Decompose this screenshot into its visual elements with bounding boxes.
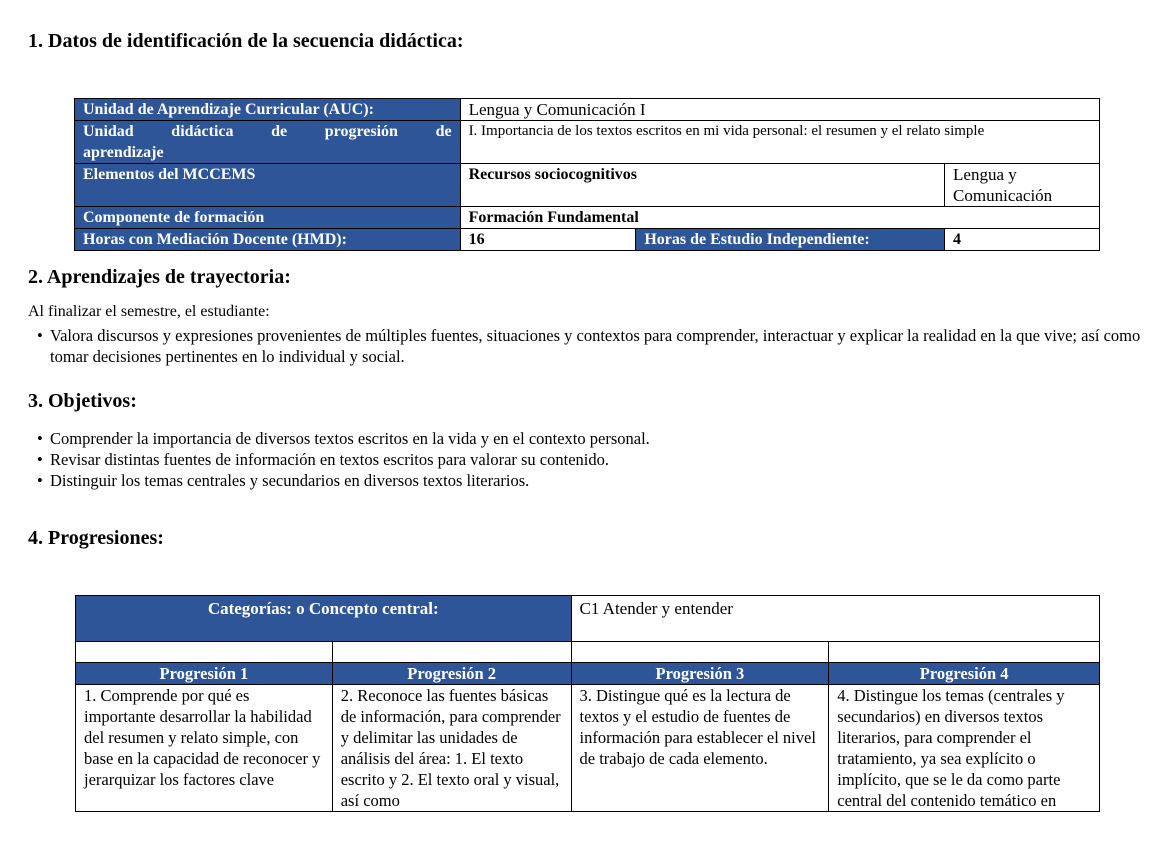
auc-label: Unidad de Aprendizaje Curricular (AUC): bbox=[75, 99, 461, 121]
hmd-label: Horas con Mediación Docente (HMD): bbox=[75, 229, 461, 251]
mccems-value-1: Recursos sociocognitivos bbox=[460, 164, 944, 207]
hmd-value: 16 bbox=[460, 229, 636, 251]
udp-label bbox=[75, 121, 461, 164]
empty-cell bbox=[829, 642, 1100, 663]
section-4-title: 4. Progresiones: bbox=[28, 527, 164, 549]
progresion-1-text: 1. Comprende por qué es importante desarrollar la habilidad del resumen y relato simple, con base en la capacidad de reconocer y jerarquizar los factores clave bbox=[76, 685, 333, 812]
section-1-title: 1. Datos de identificación de la secuencia didáctica: bbox=[28, 30, 464, 52]
hei-label: Horas de Estudio Independiente: bbox=[636, 229, 945, 251]
list-item: • Valora discursos y expresiones provenientes de múltiples fuentes, situaciones y contextos para comprender, interactuar y explicar la realidad en la que vive; así como tomar decisiones pertinentes en lo individual y social. bbox=[28, 325, 1153, 367]
identification-table bbox=[74, 98, 1100, 251]
section-2-title: 2. Aprendizajes de trayectoria: bbox=[28, 266, 291, 288]
progresion-3-header: Progresión 3 bbox=[571, 663, 829, 685]
empty-cell bbox=[571, 642, 829, 663]
empty-cell bbox=[332, 642, 571, 663]
progresion-4-header: Progresión 4 bbox=[829, 663, 1100, 685]
auc-value: Lengua y Comunicación I bbox=[460, 99, 1099, 121]
progresion-3-text: 3. Distingue qué es la lectura de textos y el estudio de fuentes de información para establecer el nivel de trabajo de cada elemento. bbox=[571, 685, 829, 812]
progresion-2-text: 2. Reconoce las fuentes básicas de información, para comprender y delimitar las unidades de análisis del área: 1. El texto escrito y 2. El texto oral y visual, así como bbox=[332, 685, 571, 812]
udp-value: I. Importancia de los textos escritos en mi vida personal: el resumen y el relato simple bbox=[460, 121, 1099, 164]
empty-cell bbox=[76, 642, 333, 663]
progresion-4-text: 4. Distingue los temas (centrales y secundarios) en diversos textos literarios, para comprender el tratamiento, ya sea explícito o implícito, que se le da como parte central del contenido temático en bbox=[829, 685, 1100, 812]
list-item: • Comprender la importancia de diversos textos escritos en la vida y en el contexto personal. bbox=[28, 428, 1128, 449]
concepto-value: C1 Atender y entender bbox=[571, 596, 1099, 642]
objetivos-list bbox=[28, 428, 1128, 491]
hei-value: 4 bbox=[945, 229, 1100, 251]
trayectoria-list bbox=[28, 325, 1153, 367]
componente-label: Componente de formación bbox=[75, 207, 461, 229]
mccems-value-2: Lengua y Comunicación bbox=[945, 164, 1100, 207]
progresion-1-header: Progresión 1 bbox=[76, 663, 333, 685]
progresion-2-header: Progresión 2 bbox=[332, 663, 571, 685]
udp-label-line1: Unidad didáctica de progresión de bbox=[83, 123, 452, 140]
categorias-label: Categorías: o Concepto central: bbox=[76, 596, 572, 642]
mccems-label: Elementos del MCCEMS bbox=[75, 164, 461, 207]
progresiones-table bbox=[75, 595, 1100, 812]
componente-value: Formación Fundamental bbox=[460, 207, 1099, 229]
section-3-title: 3. Objetivos: bbox=[28, 390, 137, 412]
trayectoria-intro: Al finalizar el semestre, el estudiante: bbox=[28, 303, 270, 320]
list-item: • Distinguir los temas centrales y secundarios en diversos textos literarios. bbox=[28, 470, 1128, 491]
list-item: • Revisar distintas fuentes de información en textos escritos para valorar su contenido. bbox=[28, 449, 1128, 470]
udp-label-line2: aprendizaje bbox=[83, 144, 164, 161]
